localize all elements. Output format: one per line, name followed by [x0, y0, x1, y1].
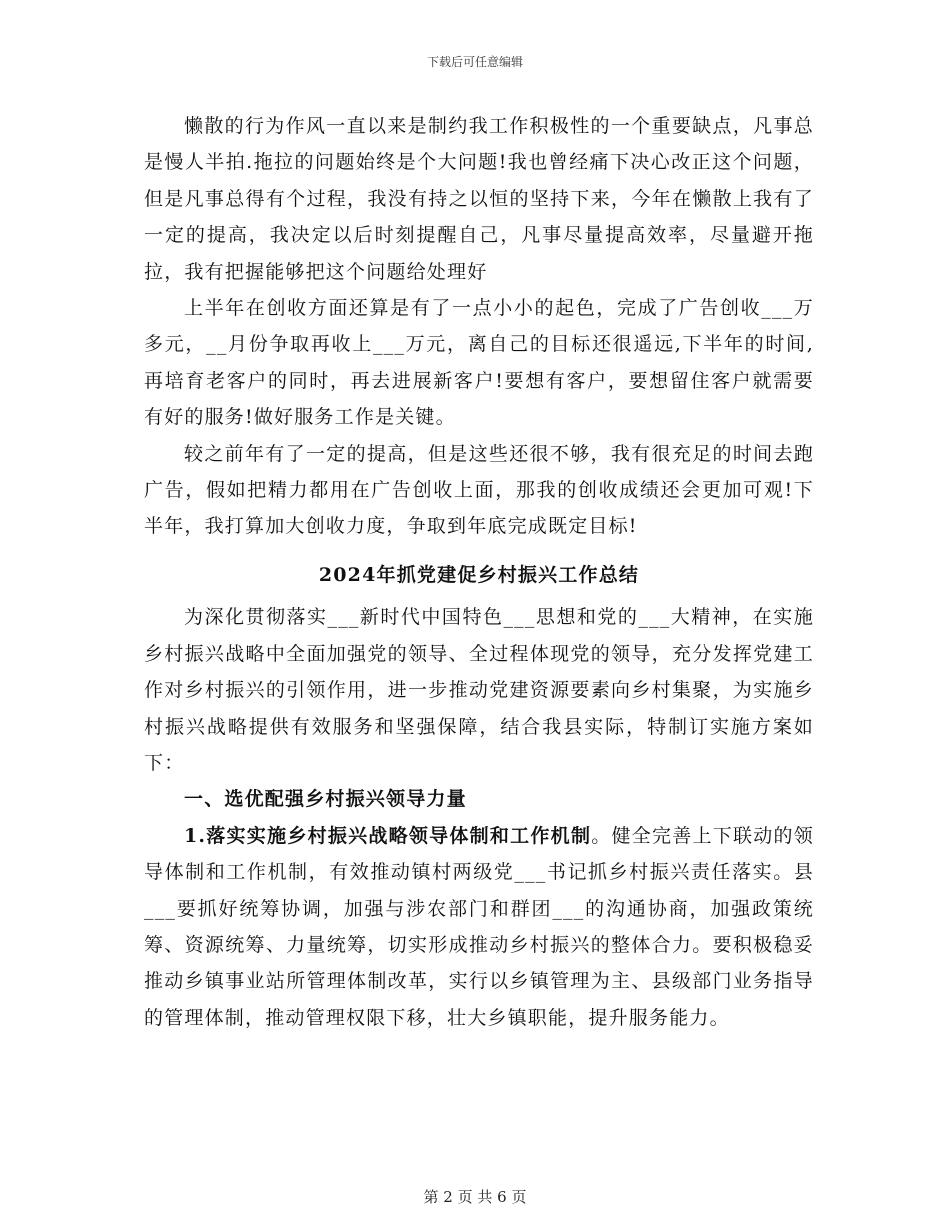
- section-heading: 一、选优配强乡村振兴领导力量: [184, 788, 467, 811]
- document-title: 2024年抓党建促乡村振兴工作总结: [318, 563, 640, 586]
- page-header: 下载后可任意编辑: [426, 55, 523, 69]
- paragraph-improvement: 较之前年有了一定的提高，但是这些还很不够，我有很充足的时间去跑广告，假如把精力都用在广告创收上面，那我的创收成绩还会更加可观!下半年，我打算加大创收力度，争取到年底完成既定目标!: [144, 442, 814, 538]
- page-footer: 第 2 页 共 6 页: [423, 1188, 527, 1206]
- item-1-body: 。健全完善上下联动的领导体制和工作机制，有效推动镇村两级党___书记抓乡村振兴责任落实。县___要抓好统筹协调，加强与涉农部门和群团___的沟通协商，加强政策统筹、资源统筹、力量统筹，切实形成推动乡村振兴的整体合力。要积极稳妥推动乡镇事业站所管理体制改革，实行以乡镇管理为主、县级部门业务指导的管理体制，推动管理权限下移，壮大乡镇职能，提升服务能力。: [144, 824, 814, 1029]
- paragraph-revenue: 上半年在创收方面还算是有了一点小小的起色，完成了广告创收___万多元，__月份争取再收上___万元，离自己的目标还很遥远,下半年的时间,再培育老客户的同时，再去进展新客户!要想有客户，要想留住客户就需要有好的服务!做好服务工作是关键。: [144, 297, 814, 429]
- document-body: [144, 108, 814, 1036]
- paragraph-item-1: [144, 818, 814, 1036]
- paragraph-intro: 为深化贯彻落实___新时代中国特色___思想和党的___大精神，在实施乡村振兴战略中全面加强党的领导、全过程体现党的领导，充分发挥党建工作对乡村振兴的引领作用，进一步推动党建资源要素向乡村集聚，为实施乡村振兴战略提供有效服务和坚强保障，结合我县实际，特制订实施方案如下：: [144, 606, 814, 774]
- paragraph-laziness: 懒散的行为作风一直以来是制约我工作积极性的一个重要缺点，凡事总是慢人半拍.拖拉的问题始终是个大问题!我也曾经痛下决心改正这个问题，但是凡事总得有个过程，我没有持之以恒的坚持下来，今年在懒散上我有了一定的提高，我决定以后时刻提醒自己，凡事尽量提高效率，尽量避开拖拉，我有把握能够把这个问题给处理好: [144, 115, 814, 283]
- item-1-lead: 1.落实实施乡村振兴战略领导体制和工作机制: [184, 824, 592, 847]
